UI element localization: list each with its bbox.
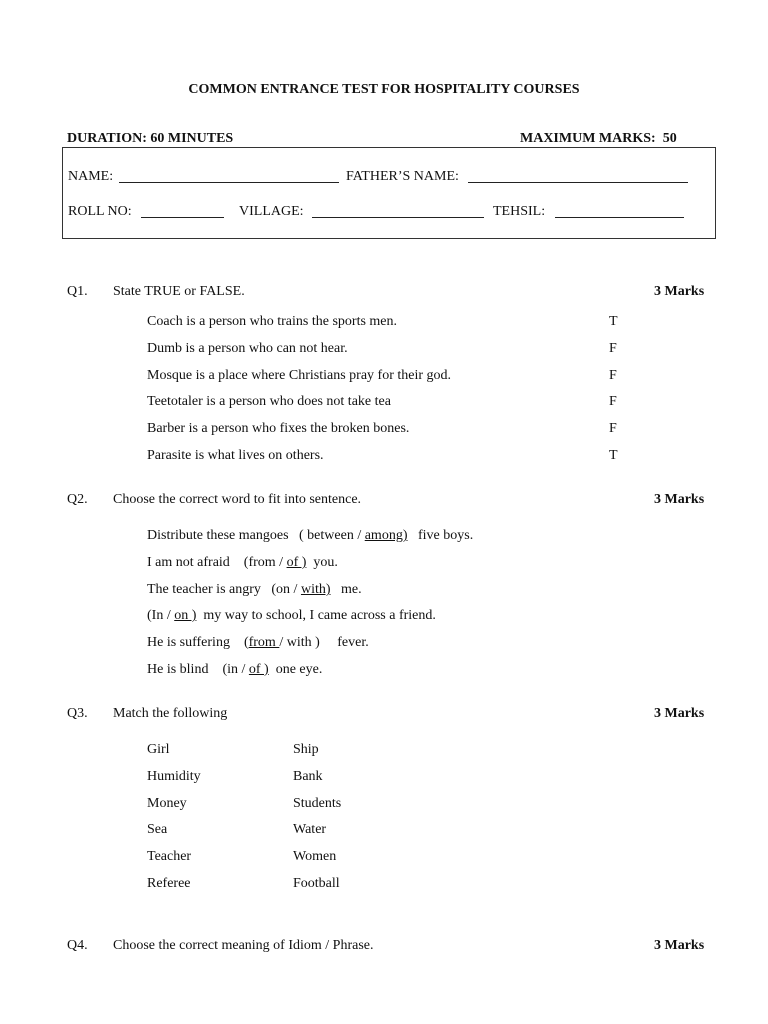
q2-item-after: / with ) fever. bbox=[279, 635, 369, 650]
q2-item bbox=[147, 528, 473, 544]
name-field[interactable] bbox=[119, 170, 339, 183]
q1-answer: F bbox=[609, 394, 617, 409]
q2-number: Q2. bbox=[67, 492, 88, 507]
father-name-label: FATHER’S NAME: bbox=[346, 169, 459, 184]
q2-text: Choose the correct word to fit into sentence. bbox=[113, 492, 362, 507]
q2-item bbox=[147, 608, 436, 624]
q2-marks: 3 Marks bbox=[654, 492, 705, 507]
q2-correct-word: from bbox=[248, 635, 280, 650]
q2-correct-word: with) bbox=[300, 582, 331, 597]
q1-text: State TRUE or FALSE. bbox=[113, 284, 245, 299]
q3-left-item: Referee bbox=[147, 876, 191, 891]
student-details-box bbox=[62, 147, 716, 239]
q2-correct-word: on ) bbox=[174, 608, 197, 623]
q1-answer: T bbox=[609, 448, 618, 463]
q2-item bbox=[147, 582, 362, 598]
q2-item-before: (In / bbox=[147, 608, 175, 623]
q3-right-item: Water bbox=[293, 822, 327, 837]
q3-text: Match the following bbox=[113, 706, 228, 721]
q1-item: Dumb is a person who can not hear. bbox=[147, 341, 348, 356]
tehsil-field[interactable] bbox=[555, 205, 684, 218]
q2-correct-word: of ) bbox=[286, 555, 307, 570]
q2-correct-word: among) bbox=[364, 528, 408, 543]
q1-number: Q1. bbox=[67, 284, 88, 299]
q3-left-item: Teacher bbox=[147, 849, 192, 864]
q3-right-item: Ship bbox=[293, 742, 319, 757]
q3-right-item: Women bbox=[293, 849, 337, 864]
q2-item-before: He is blind (in / bbox=[147, 662, 249, 677]
q2-item-before: Distribute these mangoes ( between / bbox=[147, 528, 365, 543]
q2-correct-word: of ) bbox=[248, 662, 269, 677]
q3-number: Q3. bbox=[67, 706, 88, 721]
max-marks-label: MAXIMUM MARKS: 50 bbox=[520, 131, 677, 146]
duration-label: DURATION: 60 MINUTES bbox=[67, 131, 234, 146]
q3-marks: 3 Marks bbox=[654, 706, 705, 721]
page-title: COMMON ENTRANCE TEST FOR HOSPITALITY COURSES bbox=[188, 82, 580, 97]
q2-item-before: He is suffering ( bbox=[147, 635, 249, 650]
father-name-field[interactable] bbox=[468, 170, 688, 183]
q1-item: Barber is a person who fixes the broken bones. bbox=[147, 421, 410, 436]
q2-item-before: I am not afraid (from / bbox=[147, 555, 287, 570]
q2-item-after: my way to school, I came across a friend. bbox=[196, 608, 436, 623]
q4-text: Choose the correct meaning of Idiom / Phrase. bbox=[113, 938, 374, 953]
roll-no-field[interactable] bbox=[141, 205, 224, 218]
village-label: VILLAGE: bbox=[239, 204, 304, 219]
q4-number: Q4. bbox=[67, 938, 88, 953]
q2-item-after: me. bbox=[330, 582, 362, 597]
q1-item: Coach is a person who trains the sports men. bbox=[147, 314, 398, 329]
q2-item bbox=[147, 635, 369, 651]
q3-left-item: Sea bbox=[147, 822, 168, 837]
q2-item-after: you. bbox=[306, 555, 338, 570]
q2-item-after: five boys. bbox=[407, 528, 474, 543]
q1-answer: F bbox=[609, 368, 617, 383]
q1-answer: F bbox=[609, 421, 617, 436]
q1-answer: T bbox=[609, 314, 618, 329]
q2-item bbox=[147, 555, 338, 571]
q2-item bbox=[147, 662, 322, 678]
village-field[interactable] bbox=[312, 205, 484, 218]
q1-answer: F bbox=[609, 341, 617, 356]
name-label: NAME: bbox=[68, 169, 114, 184]
q3-left-item: Humidity bbox=[147, 769, 201, 784]
q3-right-item: Students bbox=[293, 796, 342, 811]
q1-item: Teetotaler is a person who does not take tea bbox=[147, 394, 391, 409]
q3-left-item: Girl bbox=[147, 742, 170, 757]
q3-left-item: Money bbox=[147, 796, 187, 811]
q3-right-item: Bank bbox=[293, 769, 323, 784]
q2-item-before: The teacher is angry (on / bbox=[147, 582, 301, 597]
q2-item-after: one eye. bbox=[268, 662, 323, 677]
q3-right-item: Football bbox=[293, 876, 340, 891]
tehsil-label: TEHSIL: bbox=[493, 204, 546, 219]
q1-marks: 3 Marks bbox=[654, 284, 705, 299]
q4-marks: 3 Marks bbox=[654, 938, 705, 953]
roll-no-label: ROLL NO: bbox=[68, 204, 132, 219]
q1-item: Mosque is a place where Christians pray for their god. bbox=[147, 368, 452, 383]
q1-item: Parasite is what lives on others. bbox=[147, 448, 324, 463]
